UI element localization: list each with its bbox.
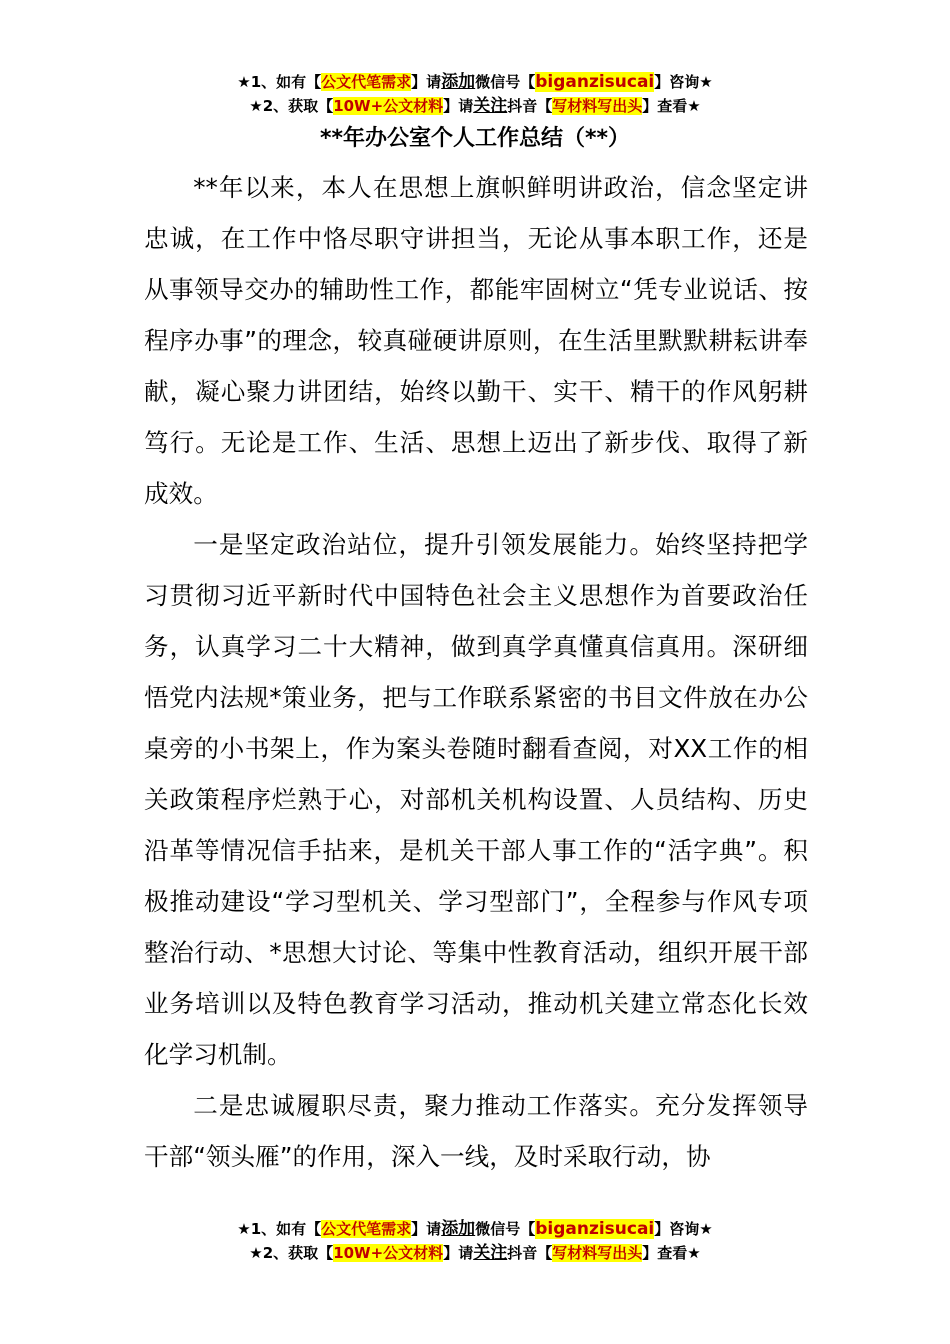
- wechat-id: biganzisucai: [535, 1219, 655, 1239]
- bottom-banner: [0, 1217, 950, 1265]
- service-highlight: 公文代笔需求: [321, 1220, 412, 1238]
- document-title: **年办公室个人工作总结（**）: [319, 126, 631, 151]
- top-banner: [0, 70, 950, 118]
- service-highlight: 公文代笔需求: [321, 73, 412, 91]
- document-body: [144, 162, 808, 1182]
- douyin-account: 写材料写出头: [552, 97, 643, 115]
- banner-line-2: ★2、获取【10W+公文材料】请关注抖音【写材料写出头】查看★: [249, 1243, 701, 1263]
- paragraph-one: 一是坚定政治站位，提升引领发展能力。始终坚持把学习贯彻习近平新时代中国特色社会主义思想作为首要政治任务，认真学习二十大精神，做到真学真懂真信真用。深研细悟党内法规*策业务，把与工作联系紧密的书目文件放在办公桌旁的小书架上，作为案头卷随时翻看查阅，对XX工作的相关政策程序烂熟于心，对部机关机构设置、人员结构、历史沿革等情况信手拈来，是机关干部人事工作的“活字典”。积极推动建设“学习型机关、学习型部门”，全程参与作风专项整治行动、*思想大讨论、等集中性教育活动，组织开展干部业务培训以及特色教育学习活动，推动机关建立常态化长效化学习机制。: [144, 530, 808, 1069]
- banner-line-1: ★1、如有【公文代笔需求】请添加微信号【biganzisucai】咨询★: [237, 1219, 713, 1239]
- paragraph-two: 二是忠诚履职尽责，聚力推动工作落实。充分发挥领导干部“领头雁”的作用，深入一线，及时采取行动，协: [144, 1091, 808, 1171]
- banner-line-2: ★2、获取【10W+公文材料】请关注抖音【写材料写出头】查看★: [249, 96, 701, 116]
- banner-line-1: ★1、如有【公文代笔需求】请添加微信号【biganzisucai】咨询★: [237, 72, 713, 92]
- wechat-id: biganzisucai: [535, 72, 655, 92]
- paragraph-intro: **年以来，本人在思想上旗帜鲜明讲政治，信念坚定讲忠诚，在工作中恪尽职守讲担当，无论从事本职工作，还是从事领导交办的辅助性工作，都能牢固树立“凭专业说话、按程序办事”的理念，较真碰硬讲原则，在生活里默默耕耘讲奉献，凝心聚力讲团结，始终以勤干、实干、精干的作风躬耕笃行。无论是工作、生活、思想上迈出了新步伐、取得了新成效。: [144, 173, 808, 508]
- materials-highlight: 10W+公文材料: [333, 1244, 444, 1262]
- douyin-account: 写材料写出头: [552, 1244, 643, 1262]
- materials-highlight: 10W+公文材料: [333, 97, 444, 115]
